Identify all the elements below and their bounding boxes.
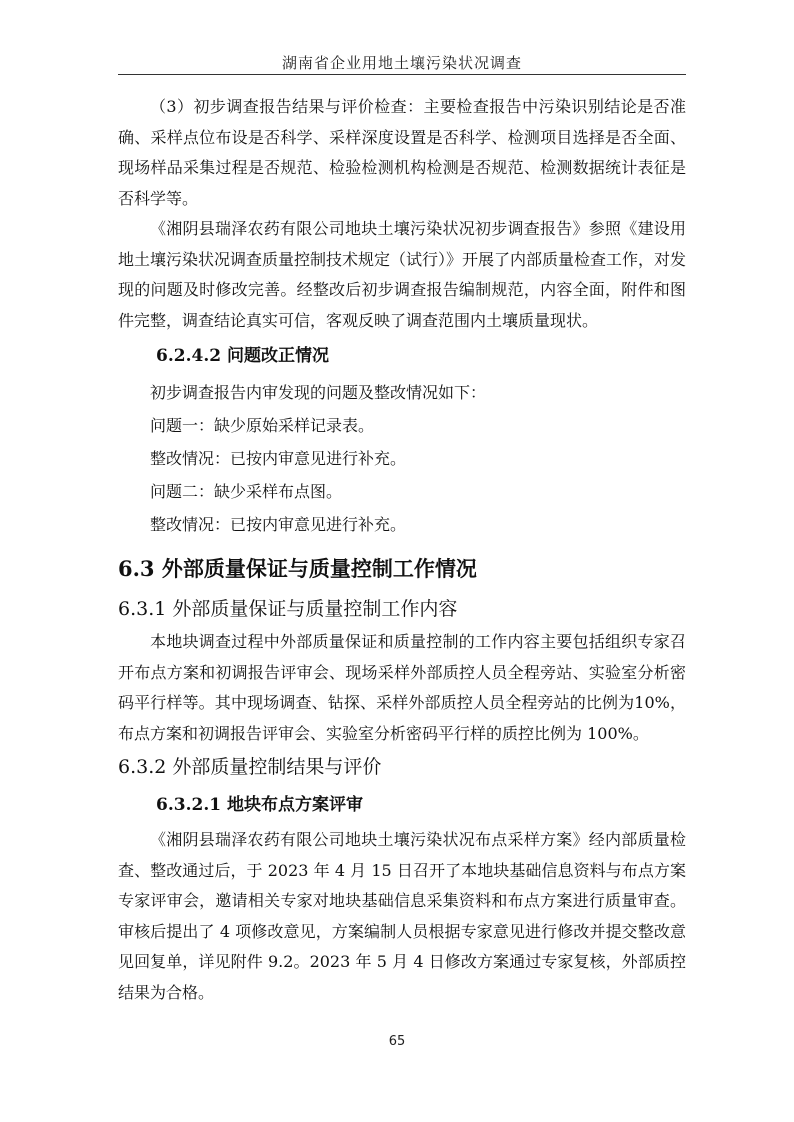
heading-6-3-1: 6.3.1 外部质量保证与质量控制工作内容 <box>118 598 458 620</box>
paragraph-report-check: （3）初步调查报告结果与评价检查：主要检查报告中污染识别结论是否准确、采样点位布设是否科学、采样深度设置是否科学、检测项目选择是否全面、现场样品采集过程是否规范、检验检测机构检测是否规范、检测数据统计表征是否科学等。 <box>118 97 686 208</box>
list-line-intro: 初步调查报告内审发现的问题及整改情况如下： <box>150 383 487 402</box>
paragraph-plan-review: 《湘阴县瑞泽农药有限公司地块土壤污染状况布点采样方案》经内部质量检查、整改通过后，于 2023 年 4 月 15 日召开了本地块基础信息资料与布点方案专家评审会，邀请相关专家对地块基础信息采集资料和布点方案进行质量审查。审核后提出了 4 项修改意见，方案编制人员根据专家意见进行修改并提交整改意见回复单，详见附件 9.2。2023 年 5 月 4 日修改方案通过专家复核，外部质控结果为合格。 <box>118 830 686 1002</box>
heading-6-3-2: 6.3.2 外部质量控制结果与评价 <box>118 756 382 778</box>
page-body <box>118 92 686 1008</box>
page-number: 65 <box>388 1034 406 1049</box>
list-line-issue-2: 问题二：缺少采样布点图。 <box>150 482 343 501</box>
header-divider <box>118 74 686 75</box>
heading-6-2-4-2: 6.2.4.2 问题改正情况 <box>156 346 329 366</box>
list-line-fix-2: 整改情况：已按内审意见进行补充。 <box>150 515 407 534</box>
list-line-fix-1: 整改情况：已按内审意见进行补充。 <box>150 449 407 468</box>
heading-6-3: 6.3 外部质量保证与质量控制工作情况 <box>118 556 477 581</box>
paragraph-internal-review: 《湘阴县瑞泽农药有限公司地块土壤污染状况初步调查报告》参照《建设用地土壤污染状况调查质量控制技术规定（试行）》开展了内部质量检查工作，对发现的问题及时修改完善。经整改后初步调查报告编制规范，内容全面，附件和图件完整，调查结论真实可信，客观反映了调查范围内土壤质量现状。 <box>118 219 687 330</box>
heading-6-3-2-1: 6.3.2.1 地块布点方案评审 <box>156 795 363 815</box>
paragraph-external-qc-content: 本地块调查过程中外部质量保证和质量控制的工作内容主要包括组织专家召开布点方案和初调报告评审会、现场采样外部质控人员全程旁站、实验室分析密码平行样等。其中现场调查、钻探、采样外部质控人员全程旁站的比例为10%，布点方案和初调报告评审会、实验室分析密码平行样的质控比例为 100%。 <box>118 632 686 743</box>
running-header: 湖南省企业用地土壤污染状况调查 <box>281 54 522 72</box>
list-line-issue-1: 问题一：缺少原始采样记录表。 <box>150 416 375 435</box>
